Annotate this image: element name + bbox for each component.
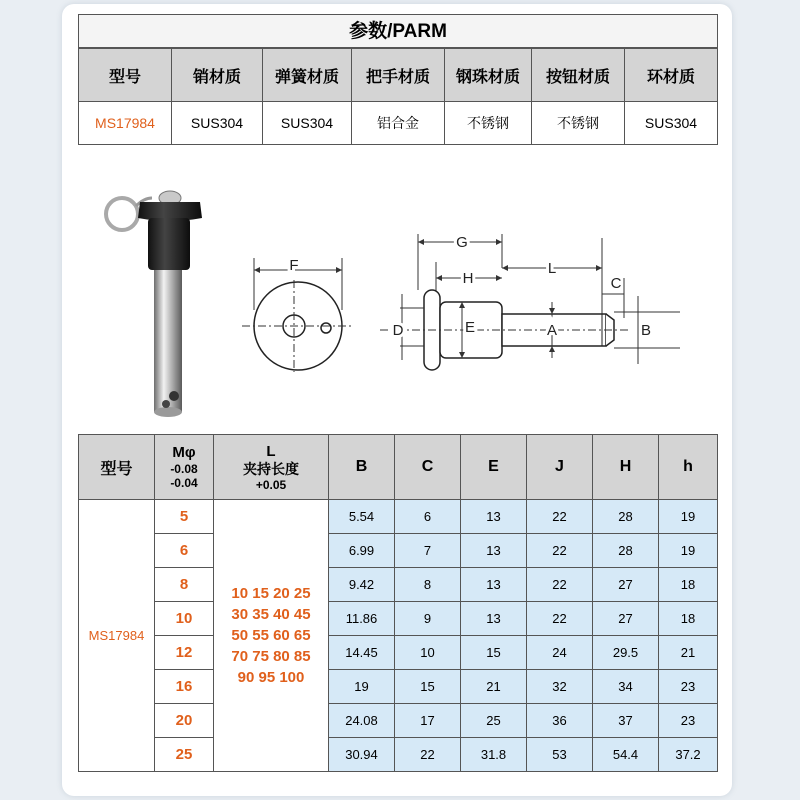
spec-header-m-tol2: -0.04 — [170, 476, 198, 490]
length-line: 30 35 40 45 — [231, 606, 311, 623]
spec-cell-h: 28 — [593, 500, 659, 534]
spec-size-cell: 10 — [155, 602, 214, 636]
header-model: 型号 — [79, 49, 172, 102]
spec-cell-j: 22 — [527, 568, 593, 602]
spec-header-l-title: L — [266, 442, 276, 460]
spec-header-m — [155, 435, 214, 500]
spec-cell-j: 36 — [527, 704, 593, 738]
spec-cell-b: 5.54 — [329, 500, 395, 534]
spec-cell-h-small: 19 — [659, 500, 718, 534]
length-line: 10 15 20 25 — [231, 585, 311, 602]
dim-label-f: F — [289, 257, 299, 274]
spec-cell-j: 32 — [527, 670, 593, 704]
spec-cell-h: 34 — [593, 670, 659, 704]
spec-cell-h-small: 19 — [659, 534, 718, 568]
spec-cell-h-small: 23 — [659, 704, 718, 738]
button-material-value: 不锈钢 — [532, 102, 625, 145]
spec-header-l-tol: +0.05 — [255, 477, 287, 492]
spec-row — [79, 500, 718, 534]
spec-size-cell: 20 — [155, 704, 214, 738]
spec-cell-e: 25 — [461, 704, 527, 738]
spec-cell-b: 9.42 — [329, 568, 395, 602]
spec-header-c: C — [395, 435, 461, 500]
spec-cell-b: 24.08 — [329, 704, 395, 738]
spec-row — [79, 704, 718, 738]
locking-ball-icon — [169, 391, 179, 401]
dim-label-h: H — [462, 270, 474, 287]
spec-cell-h: 29.5 — [593, 636, 659, 670]
header-handle-material: 把手材质 — [352, 49, 445, 102]
dim-label-b: B — [640, 322, 652, 339]
spec-cell-h-small: 23 — [659, 670, 718, 704]
spec-cell-b: 14.45 — [329, 636, 395, 670]
spec-cell-b: 6.99 — [329, 534, 395, 568]
pin-material-value: SUS304 — [172, 102, 263, 145]
spec-cell-j: 24 — [527, 636, 593, 670]
length-line: 50 55 60 65 — [231, 627, 311, 644]
spec-cell-e: 13 — [461, 602, 527, 636]
spec-cell-b: 19 — [329, 670, 395, 704]
spec-row — [79, 534, 718, 568]
ring-material-value: SUS304 — [625, 102, 718, 145]
spec-table — [78, 434, 718, 772]
spec-header-e: E — [461, 435, 527, 500]
spec-size-cell: 12 — [155, 636, 214, 670]
spec-cell-e: 13 — [461, 534, 527, 568]
spec-cell-c: 10 — [395, 636, 461, 670]
ring-hole — [321, 323, 331, 333]
spec-cell-h: 37 — [593, 704, 659, 738]
spec-size-cell: 8 — [155, 568, 214, 602]
spec-header-b: B — [329, 435, 395, 500]
length-line: 90 95 100 — [237, 669, 305, 686]
dim-label-g: G — [456, 234, 468, 251]
spec-cell-j: 53 — [527, 738, 593, 772]
spec-cell-c: 17 — [395, 704, 461, 738]
dim-label-c: C — [610, 275, 622, 292]
spec-cell-b: 30.94 — [329, 738, 395, 772]
spec-cell-e: 13 — [461, 568, 527, 602]
spec-header-m-tol1: -0.08 — [170, 462, 198, 476]
spec-cell-j: 22 — [527, 602, 593, 636]
spec-size-cell: 16 — [155, 670, 214, 704]
spec-header-row — [79, 435, 718, 500]
spec-size-cell: 6 — [155, 534, 214, 568]
product-photo — [90, 168, 230, 428]
spec-cell-h-small: 21 — [659, 636, 718, 670]
spec-cell-h: 27 — [593, 602, 659, 636]
spec-header-h: H — [593, 435, 659, 500]
materials-value-row — [79, 102, 718, 145]
spec-cell-j: 22 — [527, 500, 593, 534]
handle-body — [148, 218, 190, 270]
spec-header-l-sub: 夹持长度 — [243, 460, 299, 477]
spec-cell-j: 22 — [527, 534, 593, 568]
spec-row — [79, 602, 718, 636]
length-line: 70 75 80 85 — [231, 648, 311, 665]
handle-material-value: 铝合金 — [352, 102, 445, 145]
spec-cell-h-small: 18 — [659, 602, 718, 636]
header-spring-material: 弹簧材质 — [263, 49, 352, 102]
spec-size-cell: 5 — [155, 500, 214, 534]
dim-label-a: A — [546, 322, 558, 339]
dim-label-d: D — [392, 322, 404, 339]
model-value: MS17984 — [79, 102, 172, 145]
spec-cell-e: 13 — [461, 500, 527, 534]
spec-row — [79, 636, 718, 670]
spec-header-m-title: Mφ — [172, 444, 196, 461]
locking-ball-icon-2 — [162, 400, 170, 408]
front-view-drawing — [236, 250, 360, 374]
spec-header-model: 型号 — [79, 435, 155, 500]
spec-cell-e: 31.8 — [461, 738, 527, 772]
dim-label-e: E — [464, 319, 476, 336]
header-pin-material: 销材质 — [172, 49, 263, 102]
spec-cell-c: 8 — [395, 568, 461, 602]
spec-cell-h: 27 — [593, 568, 659, 602]
spec-cell-c: 15 — [395, 670, 461, 704]
pin-tip — [154, 407, 182, 417]
side-view-drawing — [380, 232, 700, 382]
header-ring-material: 环材质 — [625, 49, 718, 102]
spec-cell-c: 7 — [395, 534, 461, 568]
spec-cell-c: 6 — [395, 500, 461, 534]
spec-length-cell — [214, 500, 329, 772]
spec-model-cell: MS17984 — [79, 500, 155, 772]
pin-shaft — [154, 270, 182, 412]
spec-cell-h-small: 18 — [659, 568, 718, 602]
header-button-material: 按钮材质 — [532, 49, 625, 102]
materials-table — [78, 48, 718, 145]
spring-material-value: SUS304 — [263, 102, 352, 145]
spec-header-j: J — [527, 435, 593, 500]
ball-material-value: 不锈钢 — [445, 102, 532, 145]
spec-cell-h: 28 — [593, 534, 659, 568]
header-ball-material: 钢珠材质 — [445, 49, 532, 102]
spec-row — [79, 738, 718, 772]
materials-header-row — [79, 49, 718, 102]
spec-body — [79, 500, 718, 772]
dim-label-l: L — [547, 260, 557, 277]
spec-cell-e: 21 — [461, 670, 527, 704]
spec-cell-h: 54.4 — [593, 738, 659, 772]
page-title: 参数/PARM — [78, 14, 718, 48]
spec-header-small-h: h — [659, 435, 718, 500]
spec-cell-e: 15 — [461, 636, 527, 670]
spec-row — [79, 670, 718, 704]
spec-row — [79, 568, 718, 602]
pull-ring-icon — [106, 198, 138, 230]
spec-cell-c: 9 — [395, 602, 461, 636]
spec-header-l — [214, 435, 329, 500]
spec-cell-c: 22 — [395, 738, 461, 772]
spec-cell-h-small: 37.2 — [659, 738, 718, 772]
spec-cell-b: 11.86 — [329, 602, 395, 636]
spec-size-cell: 25 — [155, 738, 214, 772]
